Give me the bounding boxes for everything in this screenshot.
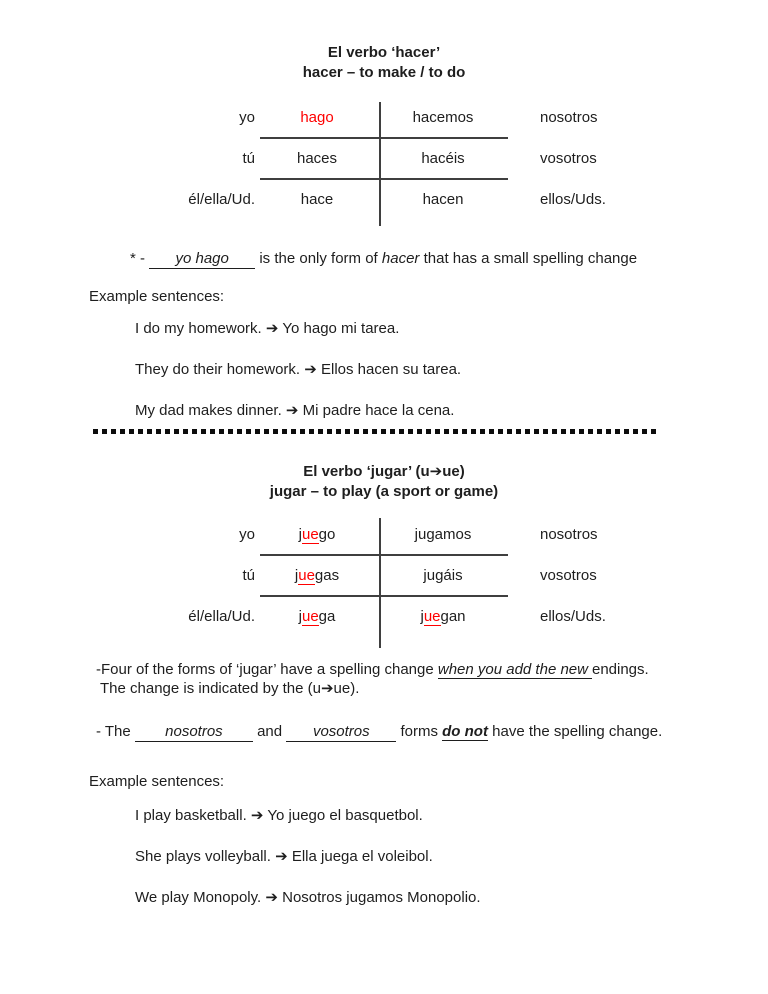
pronoun-left-cell: tú: [242, 567, 255, 584]
verb-form-cell: [255, 108, 379, 127]
hacer-examples-label: Example sentences:: [89, 288, 225, 305]
red-letters: hago: [300, 109, 334, 126]
blank-underline: yo hago: [149, 249, 255, 269]
jugar-title-block: [0, 462, 768, 502]
arrow-icon: ➔: [285, 402, 299, 419]
arrow-icon: ➔: [265, 320, 279, 337]
table-row: [143, 98, 663, 137]
example-sentence: We play Monopoly. ➔ Nosotros jugamos Monopolio.: [135, 889, 481, 906]
pronoun-left-cell: él/ella/Ud.: [188, 191, 255, 208]
arrow-icon: ➔: [265, 889, 278, 906]
hacer-title-block: [0, 43, 768, 83]
jugar-subtitle: jugar – to play (a sport or game): [269, 483, 499, 500]
pronoun-right-cell: vosotros: [540, 567, 597, 584]
hacer-subtitle: hacer – to make / to do: [302, 64, 466, 81]
pronoun-right-cell: ellos/Uds.: [540, 191, 606, 208]
verb-form-cell: juega: [298, 608, 336, 625]
pronoun-left-cell: él/ella/Ud.: [188, 608, 255, 625]
table-vertical-divider: [379, 102, 381, 226]
note-star: * -: [130, 250, 145, 267]
blank-underline: vosotros: [286, 722, 396, 742]
bold-underlined-phrase: do not: [442, 723, 488, 740]
verb-form-cell: jugáis: [423, 567, 463, 584]
verb-form-cell: hacéis: [421, 150, 465, 167]
table-vertical-divider: [379, 518, 381, 648]
jugar-title: El verbo ‘jugar’ (u➔ue): [303, 463, 465, 480]
jugar-spelling-note: -Four of the forms of ‘jugar’ have a spelling change when you add the new endings. The change is indicated by the (u➔ue).: [96, 661, 649, 697]
example-sentence: My dad makes dinner. ➔ Mi padre hace la cena.: [135, 402, 455, 419]
jugar-conjugation-table: [143, 515, 663, 636]
arrow-icon: ➔: [250, 807, 264, 824]
table-row: [143, 597, 663, 636]
arrow-icon: ➔: [275, 848, 288, 865]
table-row: [143, 139, 663, 178]
verb-form-cell: jugamos: [414, 526, 472, 543]
underlined-italic-phrase: when you add the new: [438, 661, 592, 679]
blank-underline: nosotros: [135, 722, 253, 742]
jugar-note-line2: The change is indicated by the (u➔ue).: [100, 680, 360, 697]
table-row: [143, 556, 663, 595]
example-sentence: She plays volleyball. ➔ Ella juega el voleibol.: [135, 848, 433, 865]
jugar-examples-list: [135, 806, 481, 929]
verb-form-cell: hacemos: [412, 109, 474, 126]
pronoun-left-cell: yo: [239, 109, 255, 126]
verb-form-cell: juego: [298, 526, 336, 543]
table-row: [143, 515, 663, 554]
example-sentence: I do my homework. ➔ Yo hago mi tarea.: [135, 320, 400, 337]
jugar-examples-label: Example sentences:: [89, 773, 225, 790]
jugar-exception-note: - The nosotros and vosotros forms do not have the spelling change.: [96, 723, 663, 740]
red-letters: ue: [301, 526, 319, 543]
pronoun-right-cell: ellos/Uds.: [540, 608, 606, 625]
verb-form-cell: hace: [300, 191, 334, 208]
verb-form-cell: juegan: [420, 608, 466, 625]
verb-form-cell: juegas: [294, 567, 340, 584]
pronoun-left-cell: yo: [239, 526, 255, 543]
example-sentence: They do their homework. ➔ Ellos hacen su tarea.: [135, 361, 462, 378]
hacer-conjugation-table: [143, 98, 663, 219]
pronoun-right-cell: nosotros: [540, 109, 598, 126]
arrow-icon: ➔: [304, 361, 317, 378]
pronoun-right-cell: vosotros: [540, 150, 597, 167]
table-row: [143, 180, 663, 219]
pronoun-right-cell: nosotros: [540, 526, 598, 543]
verb-form-cell: hacen: [422, 191, 464, 208]
verb-form-cell: haces: [296, 150, 338, 167]
red-letters: ue: [423, 608, 441, 625]
red-letters: ue: [301, 608, 319, 625]
dotted-divider: [93, 429, 659, 434]
hacer-title: El verbo ‘hacer’: [327, 44, 441, 61]
hacer-spelling-note: * - yo hago is the only form of hacer that has a small spelling change: [130, 250, 638, 267]
red-letters: ue: [298, 567, 315, 584]
example-sentence: I play basketball. ➔ Yo juego el basquetbol.: [135, 807, 423, 824]
hacer-examples-list: [135, 319, 461, 442]
pronoun-left-cell: tú: [242, 150, 255, 167]
italic-verb-name: hacer: [381, 250, 420, 267]
